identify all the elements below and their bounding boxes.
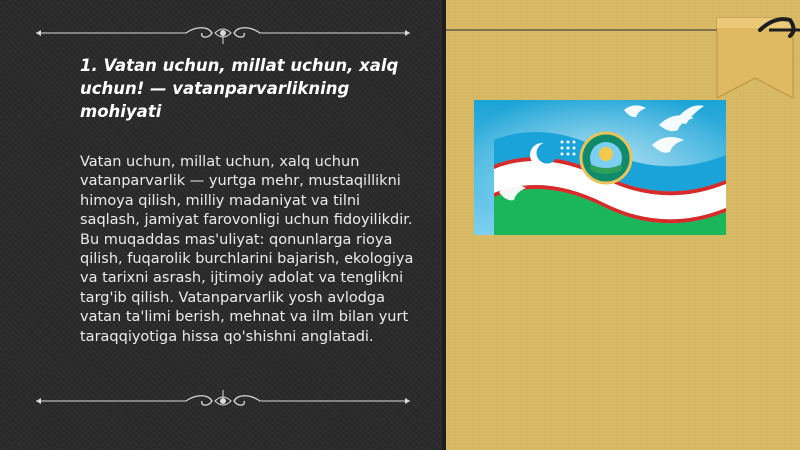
slide-title: 1. Vatan uchun, millat uchun, xalq uchun! — vatanparvarlikning mohiyati — [80, 56, 399, 121]
top-ornament-icon — [36, 22, 410, 44]
bookmark-ribbon-icon — [445, 16, 800, 106]
slide-body-text: Vatan uchun, millat uchun, xalq uchun vatanparvarlik — yurtga mehr, mustaqillikni himoya qilish, milliy madaniyat va tilni saqlash, jamiyat farovonligi uchun fidoyilikdir. Bu muqaddas mas'uliyat: qonunlarga rioya qilish, fuqarolik burchlarini bajarish, ekologiya va tarixni asrash, ijtimoiy adolat va tenglikni targ'ib qilish. Vatanparvarlik yosh avlodga vatan ta'limi berish, mehnat va ilm bilan yurt taraqqiyotiga hissa qo'shishni anglatadi. — [80, 154, 414, 345]
bottom-ornament-icon — [36, 390, 410, 412]
uzbekistan-flag-image — [474, 100, 726, 235]
